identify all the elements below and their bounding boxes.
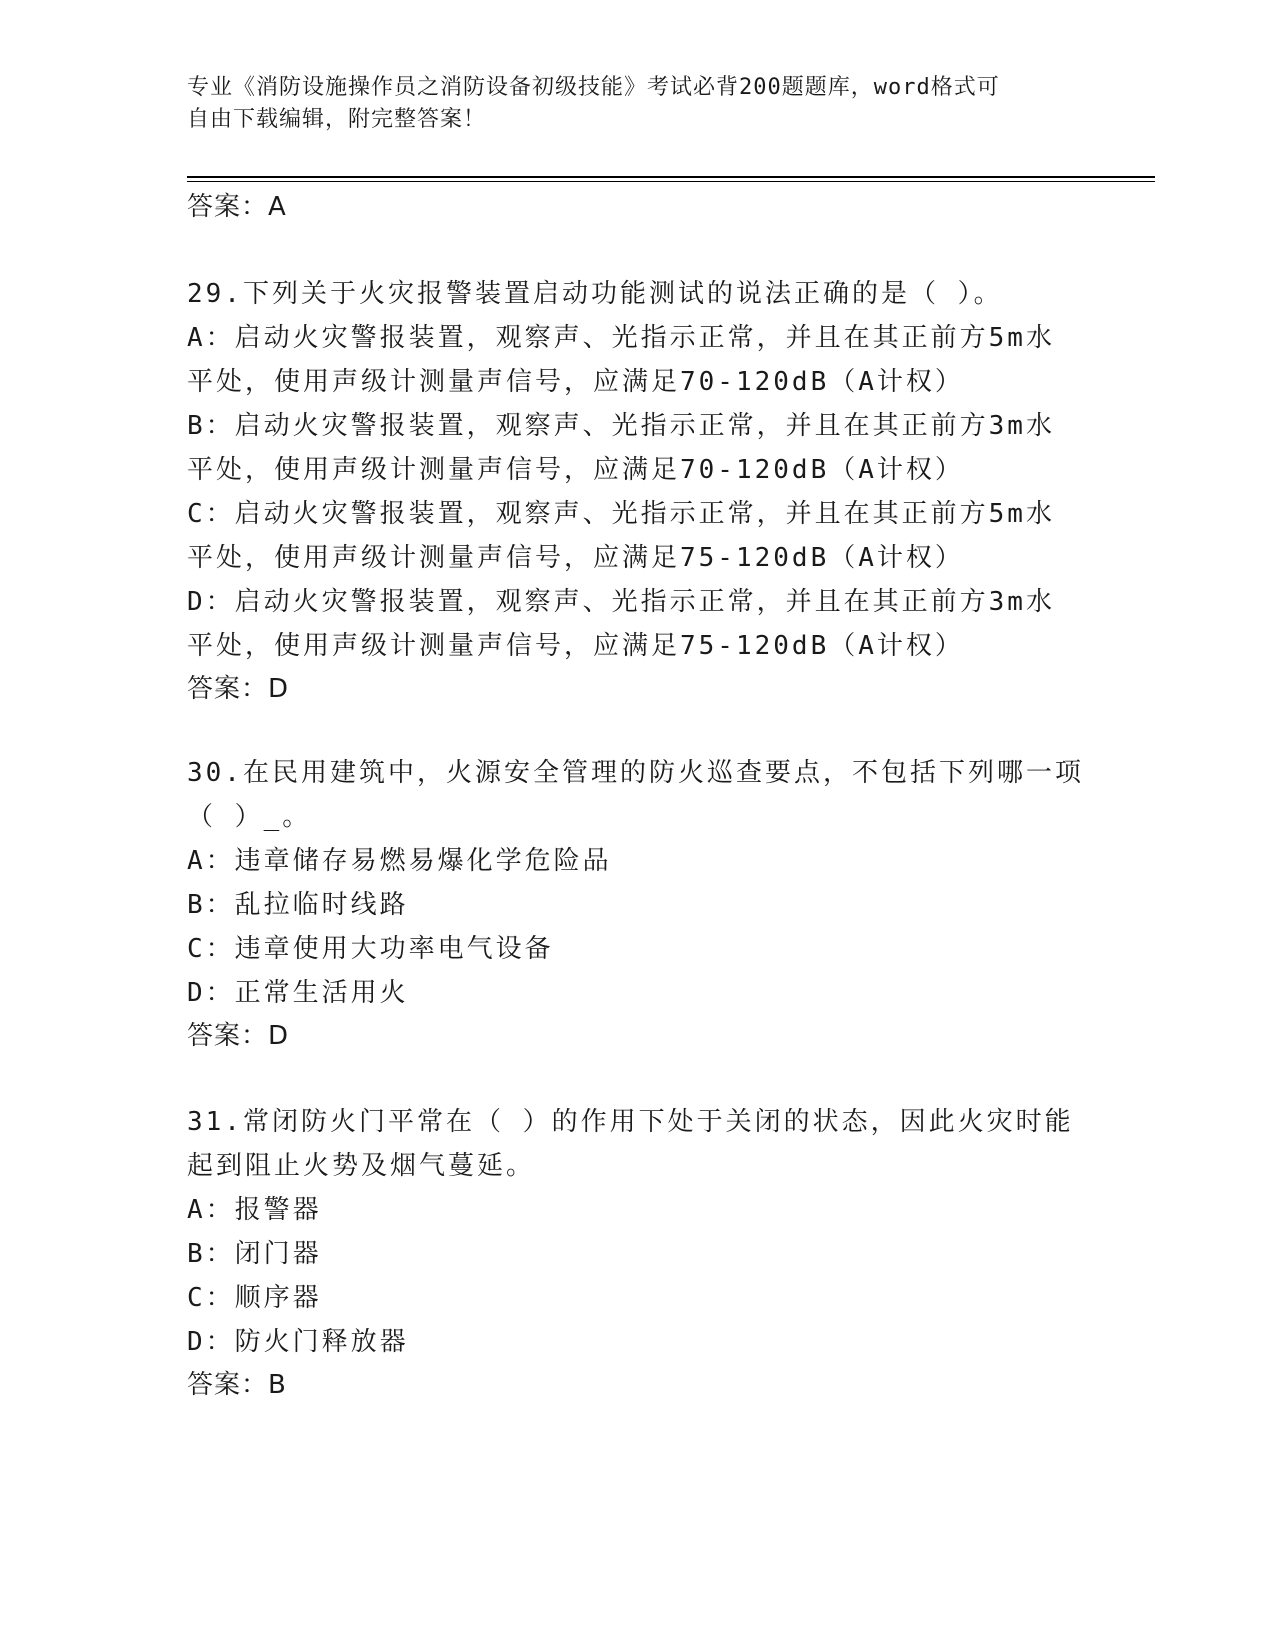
question-29-option-b-line-1: B：启动火灾警报装置，观察声、光指示正常，并且在其正前方3m水 — [187, 411, 1055, 441]
question-30-option-a: A：违章储存易燃易爆化学危险品 — [187, 846, 612, 876]
previous-answer: 答案：A — [187, 192, 287, 222]
document-header — [187, 72, 1067, 136]
question-29-answer: 答案：D — [187, 674, 290, 704]
header-rule-thick — [187, 176, 1155, 178]
question-30-option-d: D：正常生活用火 — [187, 978, 409, 1008]
question-30-answer: 答案：D — [187, 1021, 290, 1051]
question-31-stem-line-1: 31.常闭防火门平常在（ ）的作用下处于关闭的状态，因此火灾时能 — [187, 1107, 1074, 1137]
question-30-stem-line-2: （ ）_。 — [187, 802, 312, 832]
question-29-option-d-line-1: D：启动火灾警报装置，观察声、光指示正常，并且在其正前方3m水 — [187, 587, 1055, 617]
header-line-1: 专业《消防设施操作员之消防设备初级技能》考试必背200题题库，word格式可 — [187, 75, 1000, 100]
question-29-option-c-line-1: C：启动火灾警报装置，观察声、光指示正常，并且在其正前方5m水 — [187, 499, 1055, 529]
question-29-option-a-line-1: A：启动火灾警报装置，观察声、光指示正常，并且在其正前方5m水 — [187, 323, 1055, 353]
question-30-option-c: C：违章使用大功率电气设备 — [187, 934, 554, 964]
question-31-answer: 答案：B — [187, 1370, 287, 1400]
question-29-stem: 29.下列关于火灾报警装置启动功能测试的说法正确的是（ ）。 — [187, 279, 1003, 309]
question-31-option-b: B：闭门器 — [187, 1239, 322, 1269]
header-rule-thin — [187, 181, 1155, 182]
question-31-stem-line-2: 起到阻止火势及烟气蔓延。 — [187, 1151, 536, 1181]
question-30-stem-line-1: 30.在民用建筑中，火源安全管理的防火巡查要点，不包括下列哪一项 — [187, 758, 1084, 788]
question-31-option-c: C：顺序器 — [187, 1283, 322, 1313]
question-31-option-d: D：防火门释放器 — [187, 1327, 409, 1357]
question-29-option-b-line-2: 平处，使用声级计测量声信号，应满足70-120dB（A计权） — [187, 455, 964, 485]
question-31-option-a: A：报警器 — [187, 1195, 322, 1225]
question-29-option-a-line-2: 平处，使用声级计测量声信号，应满足70-120dB（A计权） — [187, 367, 964, 397]
header-line-2: 自由下载编辑，附完整答案！ — [187, 107, 487, 132]
question-29-option-d-line-2: 平处，使用声级计测量声信号，应满足75-120dB（A计权） — [187, 631, 964, 661]
question-29-option-c-line-2: 平处，使用声级计测量声信号，应满足75-120dB（A计权） — [187, 543, 964, 573]
question-30-option-b: B：乱拉临时线路 — [187, 890, 409, 920]
